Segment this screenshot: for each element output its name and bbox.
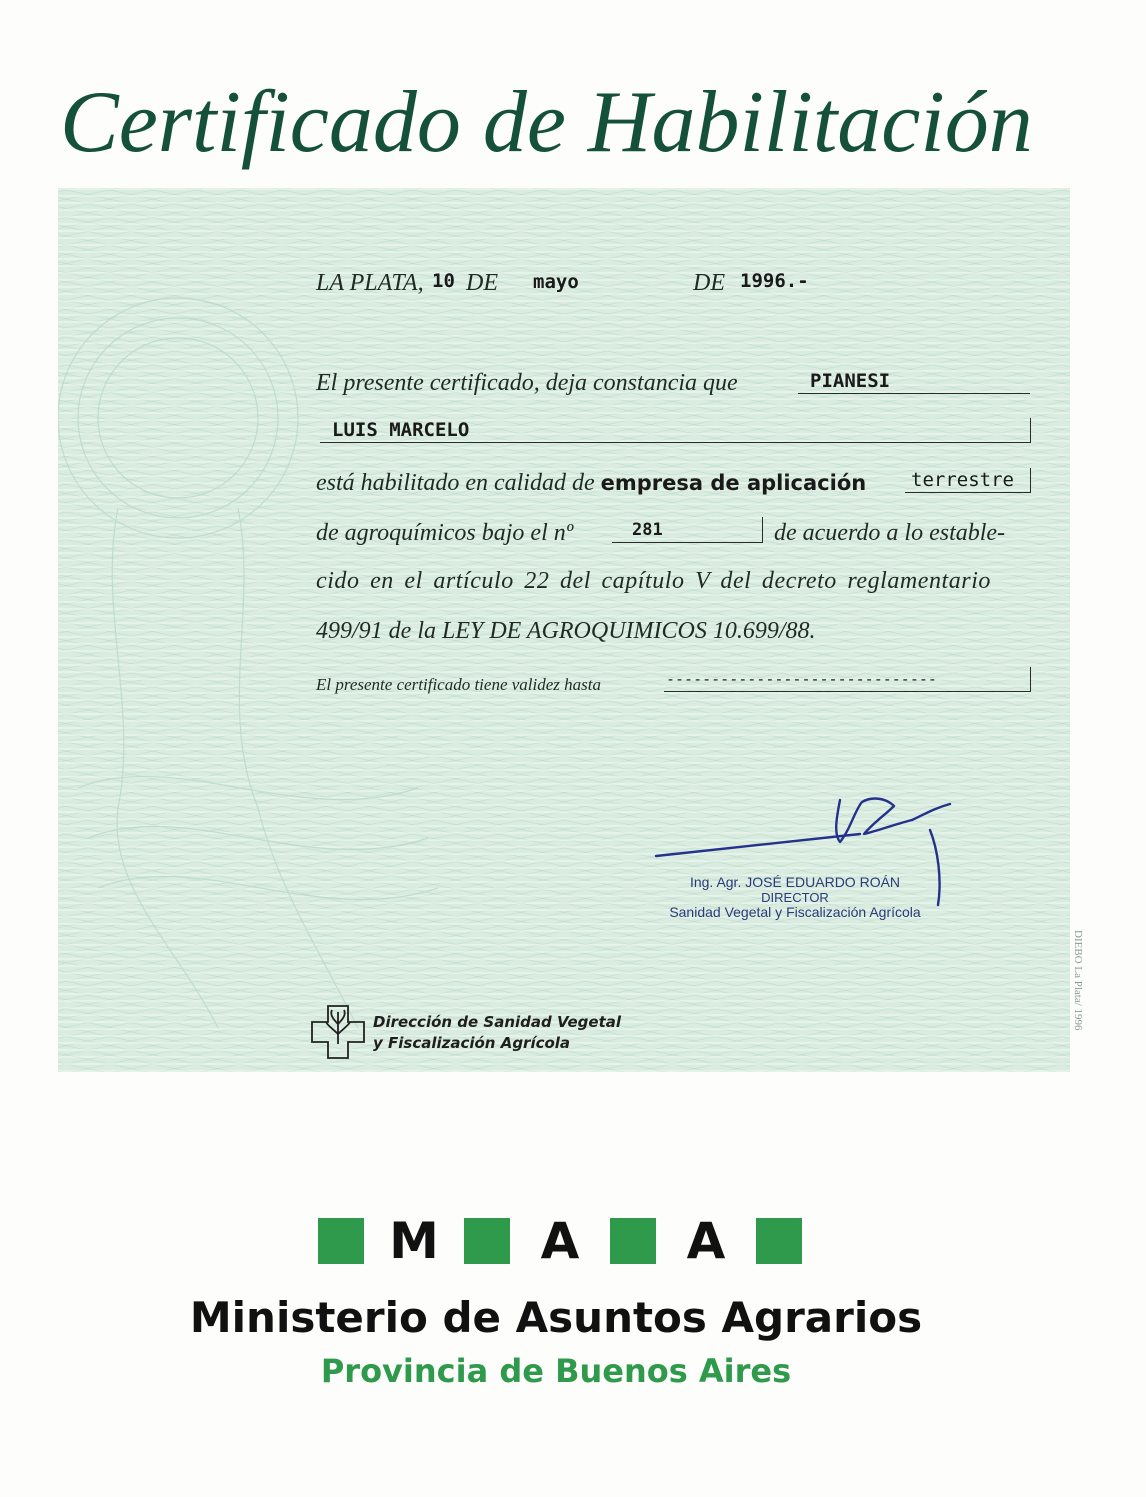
capacity-type-field [905,468,1031,493]
plant-cross-emblem-icon [310,1004,366,1060]
printer-mark: DIEBO La Plata/ 1996 [1072,930,1084,1031]
green-square-icon [610,1218,656,1264]
signatory-name: Ing. Agr. JOSÉ EDUARDO ROÁN [689,874,901,890]
capacity-bold: empresa de aplicación [600,471,867,495]
issuing-office-line2: y Fiscalización Agrícola [373,1034,571,1052]
signatory-department: Sanidad Vegetal y Fiscalización Agrícola [669,904,921,920]
date-month: mayo [533,271,579,293]
validity-field [664,667,1031,692]
green-square-icon [318,1218,364,1264]
date-de-2: DE [693,270,725,296]
green-square-icon [464,1218,510,1264]
registry-prefix: de agroquímicos bajo el nº [316,520,574,546]
signatory-block [640,874,950,921]
issuing-office [373,1012,621,1054]
date-day: 10 [432,270,455,292]
intro-text: El presente certificado, deja constancia que [316,370,738,396]
certificate-title: Certificado de Habilitación [60,74,1033,171]
article-text: cido en el artículo 22 del capítulo V del decreto reglamentario [316,568,991,594]
green-square-icon [756,1218,802,1264]
law-text: 499/91 de la LEY DE AGROQUIMICOS 10.699/88. [316,618,816,644]
province-name: Provincia de Buenos Aires [320,1352,792,1390]
ministry-logo [318,1212,802,1270]
surname-field [798,369,1030,394]
registry-suffix: de acuerdo a lo estable- [774,520,1006,546]
given-names-value: LUIS MARCELO [332,419,470,441]
given-names-field [320,418,1031,443]
registry-number-value: 281 [632,520,663,540]
capacity-prefix: está habilitado en calidad de [316,470,595,496]
issuing-office-line1: Dirección de Sanidad Vegetal [373,1013,622,1031]
capacity-text [316,470,866,497]
logo-letter-a1: A [540,1212,580,1270]
logo-letter-a2: A [686,1212,726,1270]
logo-letter-m: M [389,1212,439,1270]
capacity-type-value: terrestre [911,469,1014,491]
ministry-name: Ministerio de Asuntos Agrarios [189,1293,923,1342]
signatory-role: DIRECTOR [761,890,829,905]
validity-value: ------------------------------ [666,670,937,688]
date-year: 1996.- [740,270,809,292]
validity-label: El presente certificado tiene validez hasta [316,675,601,694]
surname-value: PIANESI [810,370,891,392]
date-de-1: DE [466,270,498,296]
registry-number-field [612,517,763,543]
date-city: LA PLATA, [316,270,424,296]
